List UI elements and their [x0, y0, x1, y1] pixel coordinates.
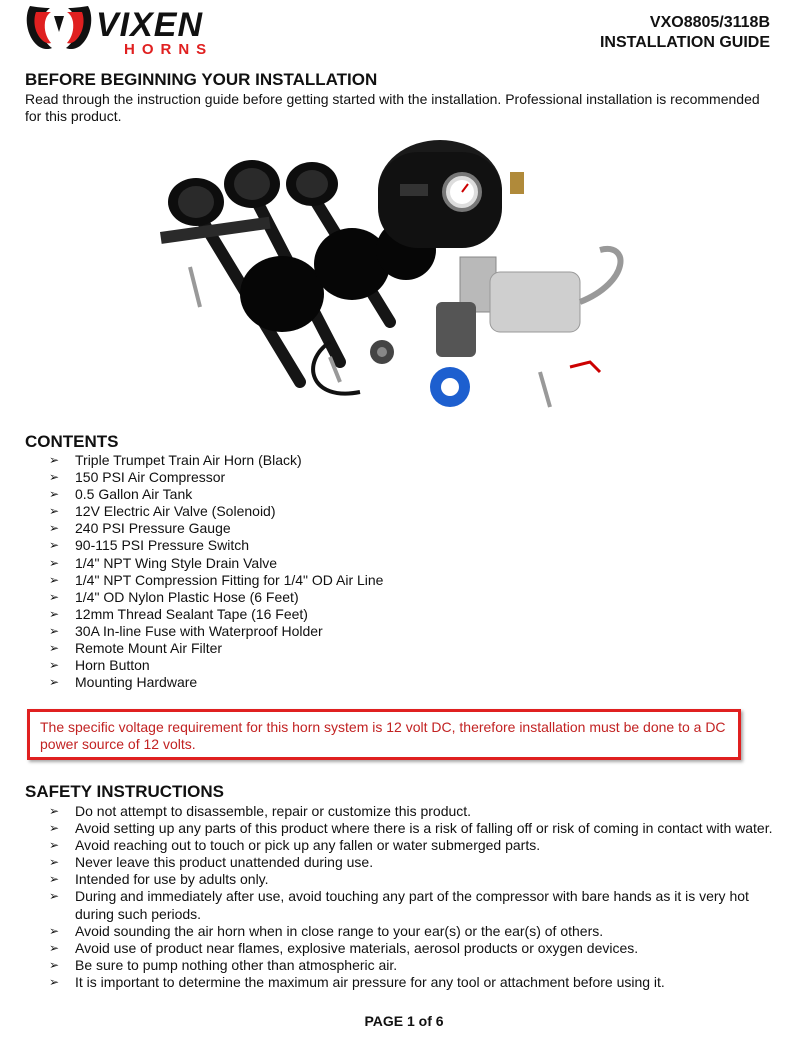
list-item: ➢ 12V Electric Air Valve (Solenoid) — [49, 503, 276, 520]
list-item: ➢ Avoid use of product near flames, explosive materials, aerosol products or oxygen devices. — [49, 939, 639, 956]
arrow-bullet-icon: ➢ — [49, 521, 60, 536]
voltage-warning-box — [27, 709, 741, 760]
list-item: ➢ 1/4" OD Nylon Plastic Hose (6 Feet) — [49, 588, 299, 605]
air-tank-illustration — [378, 140, 524, 248]
arrow-bullet-icon: ➢ — [49, 804, 60, 818]
logo-wordmark: VIXEN — [96, 6, 204, 44]
list-item: ➢ 90-115 PSI Pressure Switch — [49, 537, 250, 554]
vixen-horns-logo — [24, 2, 240, 58]
intro-heading: BEFORE BEGINNING YOUR INSTALLATION — [25, 70, 378, 89]
arrow-bullet-icon: ➢ — [49, 606, 60, 621]
arrow-bullet-icon: ➢ — [49, 470, 60, 485]
logo-subtext: HORNS — [124, 41, 214, 58]
list-item: ➢ 240 PSI Pressure Gauge — [49, 520, 231, 537]
arrow-bullet-icon: ➢ — [49, 940, 60, 955]
arrow-bullet-icon: ➢ — [49, 504, 60, 519]
list-item: ➢ 1/4" NPT Wing Style Drain Valve — [49, 554, 278, 571]
list-item: ➢ Intended for use by adults only. — [49, 871, 269, 888]
list-item: ➢ Never leave this product unattended during use. — [49, 854, 374, 871]
list-item: ➢ During and immediately after use, avoid touching any part of the compressor with bare hands as it is very hot during such periods. — [49, 888, 749, 922]
arrow-bullet-icon: ➢ — [49, 589, 60, 604]
safety-list — [24, 803, 784, 991]
list-item: ➢ Do not attempt to disassemble, repair or customize this product. — [49, 803, 472, 819]
arrow-bullet-icon: ➢ — [49, 538, 60, 553]
list-item: ➢ Horn Button — [49, 657, 150, 674]
list-item: ➢ It is important to determine the maximum air pressure for any tool or attachment before using it. — [49, 973, 665, 990]
arrow-bullet-icon: ➢ — [49, 855, 60, 870]
document-title: INSTALLATION GUIDE — [599, 34, 770, 51]
contents-heading: CONTENTS — [25, 432, 119, 451]
safety-heading: SAFETY INSTRUCTIONS — [25, 782, 224, 801]
list-item: ➢ Mounting Hardware — [49, 674, 198, 691]
air-compressor-illustration — [436, 249, 620, 357]
contents-list — [24, 452, 784, 691]
list-item: ➢ 1/4" NPT Compression Fitting for 1/4" OD Air Line — [49, 571, 384, 588]
arrow-bullet-icon: ➢ — [49, 838, 60, 853]
arrow-bullet-icon: ➢ — [49, 923, 60, 938]
product-kit-image — [160, 132, 650, 422]
arrow-bullet-icon: ➢ — [49, 641, 60, 656]
arrow-bullet-icon: ➢ — [49, 658, 60, 673]
document-code: VXO8805/3118B — [649, 14, 770, 31]
arrow-bullet-icon: ➢ — [49, 675, 60, 690]
list-item: ➢ Avoid reaching out to touch or pick up any fallen or water submerged parts. — [49, 837, 541, 854]
list-item: ➢ Avoid setting up any parts of this product where there is a risk of falling off or risk of coming in contact with water. — [49, 820, 773, 837]
intro-paragraph: Read through the instruction guide before getting started with the installation. Professional installation is recommended for this product. — [25, 91, 760, 124]
voltage-warning-text: The specific voltage requirement for this horn system is 12 volt DC, therefore installation must be done to a DC power source of 12 volts. — [40, 719, 726, 752]
arrow-bullet-icon: ➢ — [49, 872, 60, 887]
arrow-bullet-icon: ➢ — [49, 623, 60, 638]
arrow-bullet-icon: ➢ — [49, 572, 60, 587]
list-item: ➢ Triple Trumpet Train Air Horn (Black) — [49, 452, 302, 468]
list-item: ➢ 150 PSI Air Compressor — [49, 469, 226, 486]
list-item: ➢ 30A In-line Fuse with Waterproof Holder — [49, 622, 323, 639]
arrow-bullet-icon: ➢ — [49, 487, 60, 502]
list-item: ➢ Remote Mount Air Filter — [49, 640, 223, 657]
list-item: ➢ Be sure to pump nothing other than atmospheric air. — [49, 956, 398, 973]
list-item: ➢ Avoid sounding the air horn when in close range to your ear(s) or the ear(s) of others. — [49, 922, 604, 939]
arrow-bullet-icon: ➢ — [49, 555, 60, 570]
arrow-bullet-icon: ➢ — [49, 889, 60, 904]
page-number: PAGE 1 of 6 — [364, 1013, 444, 1029]
list-item: ➢ 0.5 Gallon Air Tank — [49, 486, 193, 503]
list-item: ➢ 12mm Thread Sealant Tape (16 Feet) — [49, 605, 308, 622]
horns-emblem-icon — [27, 6, 92, 49]
arrow-bullet-icon: ➢ — [49, 821, 60, 836]
arrow-bullet-icon: ➢ — [49, 453, 60, 467]
arrow-bullet-icon: ➢ — [49, 974, 60, 989]
arrow-bullet-icon: ➢ — [49, 957, 60, 972]
